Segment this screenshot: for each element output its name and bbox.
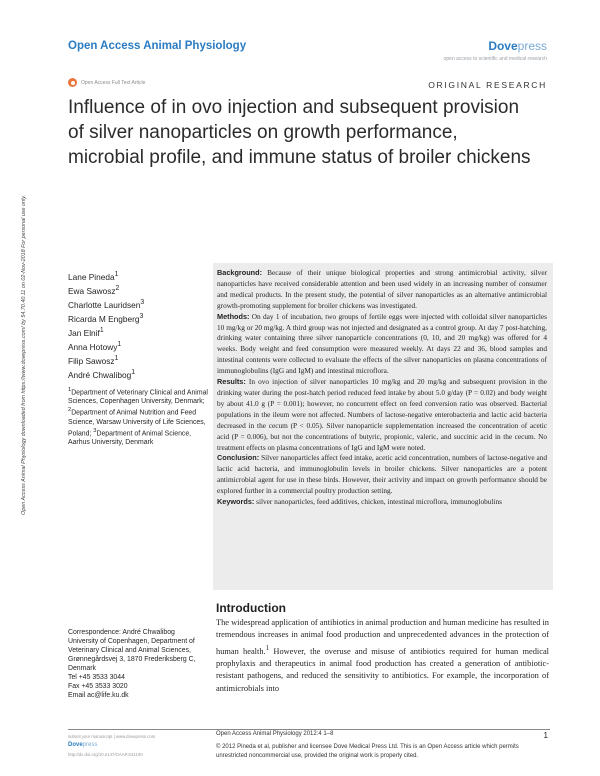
open-access-badge	[68, 78, 145, 87]
logo-press: press	[517, 39, 547, 53]
affiliations: $^1$Department of Veterinary Clinical and Animal Sciences, Copenhagen University, Denmark; $^2$Department of Animal Nutrition and Feed Science, Warsaw University of Life Sciences, Poland; $^3$Department of Animal Science, Aarhus University, Denmark	[68, 387, 208, 446]
author: Charlotte Lauridsen$^3$	[68, 299, 145, 310]
author: Filip Sawosz$^1$	[68, 355, 119, 367]
author: Lane Pineda$^1$	[68, 271, 119, 282]
open-access-icon	[68, 78, 77, 87]
abstract-methods-section: Methods: On day 1 of incubation, two groups of fertile eggs were injected with colloidal silver nanoparticles 10 mg/kg or 20 mg/kg. A third group was not injected and designated as a control group. At day 7 post-hatching, drinking water containing three silver nanoparticle concentrations (0, 10, and 20 mg/kg) was offered for 4 weeks. Body weight and feed consumption were measured weekly. At days 22 and 36, blood samples and intestinal contents were collected to evaluate the effects of the silver nanoparticles on plasma concentrations of immunoglobulins (IgG and IgM) and intestinal microflora.	[217, 311, 547, 376]
footer-divider	[68, 729, 550, 730]
doi-link[interactable]: http://dx.doi.org/10.2147/OAAP.S31100	[68, 752, 143, 757]
open-access-label: Open Access Full Text Article	[81, 79, 146, 86]
footer-dovepress-logo: Dovepress	[68, 742, 98, 748]
footer-left	[68, 732, 155, 759]
author: Jan Elnif$^1$	[68, 327, 104, 339]
copyright-notice: © 2012 Pineda et al, publisher and licensee Dove Medical Press Ltd. This is an Open Access article which permits unrestricted noncommercial use, provided the original work is properly cited.	[216, 744, 519, 759]
reference-link[interactable]: 1	[265, 643, 270, 652]
footer-citation: Open Access Animal Physiology 2012:4 1–8	[216, 731, 334, 737]
dovepress-logo[interactable]	[488, 39, 547, 53]
author: André Chwalibog$^1$	[68, 369, 136, 381]
abstract-conclusion-section: Conclusion: Silver nanoparticles affect feed intake, acetic acid concentration, numbers of lactose-negative and lactic acid bacteria, and immunoglobulin levels in broiler chickens. Silver nanoparticles are a potent antimicrobial agent for use in these birds. However, their activity and impact on growth performance should be explored further in a commercial poultry production setting.	[217, 453, 548, 496]
introduction-text: The widespread application of antibiotics in animal production and human medicine has resulted in tremendous increases in animal food production and unprecedented advances in the protection of human health.$^1$ However, the overuse and misuse of antibiotics required for human medical prophylaxis and therapeutics in animal food production has created a generation of antibiotic-resistant pathogens, and reduced the sensitivity to antibiotics. For example, the incorporation of antimicrobials into	[216, 618, 549, 693]
author: Ewa Sawosz$^2$	[68, 285, 120, 296]
page-number: 1	[543, 731, 548, 740]
submit-manuscript-link[interactable]: submit your manuscript | www.dovepress.com	[68, 734, 156, 739]
abstract-results-section: Results: In ovo injection of silver nanoparticles 10 mg/kg and 20 mg/kg and subsequent provision in the drinking water during the post-hatch period reduced feed intake by about 5.0 g/day (P = 0.02) and body weight by about 41.0 g (P = 0.001); however, no concurrent effect on feed conversion ratio was observed. Bacterial populations in the ileum were not affected. Numbers of lactose-negative enterobacteria and lactic acid bacteria decreased in the cecum (P < 0.05). Silver nanoparticle supplementation increased the concentration of acetic acid (P = 0.006), but not the concentrations of butyric, propionic, valeric, and succinic acid in the cecum. No treatment effects on plasma concentrations of IgG and IgM were noted.	[217, 377, 547, 452]
abstract-background-section: Background: Because of their unique biological properties and strong antimicrobial activity, silver nanoparticles have received considerable attention and been used widely in an increasing number of consumer and medical products. In the present study, the potential of silver nanoparticles as an alternative antimicrobial growth-promoting supplement for broiler chickens was investigated.	[217, 268, 547, 310]
download-side-note	[21, 165, 33, 515]
article-type: ORIGINAL RESEARCH	[428, 80, 547, 90]
journal-name[interactable]: Open Access Animal Physiology	[68, 40, 247, 52]
section-heading-introduction: Introduction	[216, 601, 286, 615]
article-title: Influence of in ovo injection and subsequent provision of silver nanoparticles on growth performance, microbial profile, and immune status of broiler chickens	[68, 97, 531, 168]
download-side-note-text: Open Access Animal Physiology downloaded from https://www.dovepress.com/ by 54.70.40.11 on 02-Nov-2018 For personal use only.	[21, 194, 27, 515]
correspondence: Correspondence: André Chwalibog University of Copenhagen, Department of Veterinary Clinical and Animal Sciences, Grønnegårdsvej 3, 1870 Frederiksberg C, Denmark Tel +45 3533 3044 Fax +45 3533 3020 Email ac@life.ku.dk	[68, 628, 208, 700]
publisher-tagline: open access to scientific and medical research	[443, 56, 547, 62]
author: Ricarda M Engberg$^3$	[68, 313, 144, 324]
logo-dove: Dove	[488, 39, 518, 53]
email-link[interactable]: Email ac@life.ku.dk	[68, 692, 129, 699]
author-list	[68, 269, 144, 382]
author: Anna Hotowy$^1$	[68, 341, 122, 353]
keywords: Keywords: silver nanoparticles, feed additives, chicken, intestinal microflora, immunoglobulins	[217, 497, 502, 507]
abstract	[217, 268, 547, 508]
